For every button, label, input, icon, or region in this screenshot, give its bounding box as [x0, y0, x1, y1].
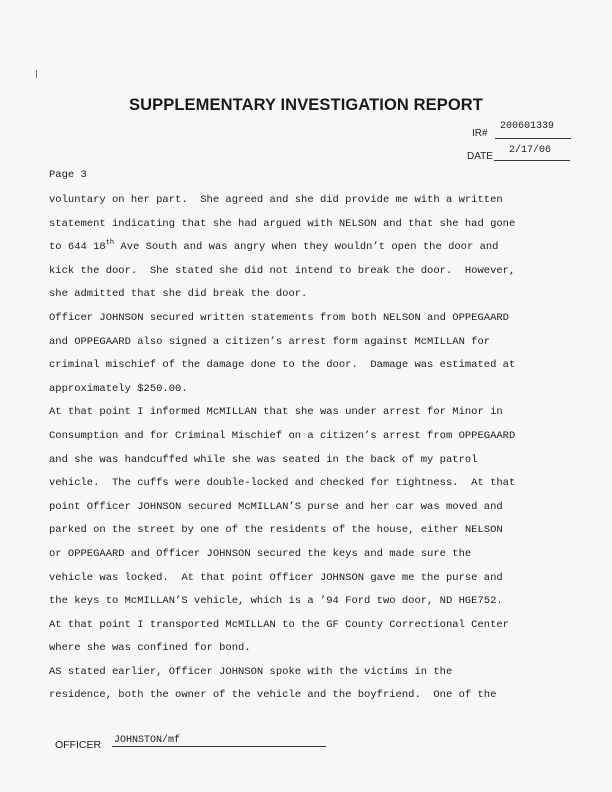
body-line: statement indicating that she had argued with NELSON and that she had gone — [49, 217, 516, 230]
ir-number: 200601339 — [500, 121, 555, 132]
body-line: Officer JOHNSON secured written statements from both NELSON and OPPEGAARD — [49, 311, 509, 324]
ordinal-suffix: th — [105, 239, 115, 248]
body-line: or OPPEGAARD and Officer JOHNSON secured the keys and made sure the — [49, 547, 472, 560]
date-label: DATE — [467, 151, 493, 162]
date-underline — [494, 160, 570, 161]
officer-label: OFFICER — [55, 739, 102, 751]
body-line: At that point I transported McMILLAN to the GF County Correctional Center — [49, 618, 509, 631]
body-line: and she was handcuffed while she was seated in the back of my patrol — [49, 453, 478, 466]
page-number: Page 3 — [49, 169, 87, 181]
ir-label: IR# — [472, 128, 488, 139]
body-line: the keys to McMILLAN’S vehicle, which is a ’94 Ford two door, ND HGE752. — [49, 595, 503, 608]
body-line: parked on the street by one of the residents of the house, either NELSON — [49, 524, 503, 537]
date-value: 2/17/06 — [509, 145, 552, 156]
body-line: she admitted that she did break the door. — [49, 288, 308, 301]
body-line-address — [49, 236, 569, 260]
margin-mark — [36, 70, 37, 78]
address-text: to 644 18 — [49, 241, 106, 254]
body-line: vehicle was locked. At that point Officer JOHNSON gave me the purse and — [49, 571, 503, 584]
body-line: criminal mischief of the damage done to the door. Damage was estimated at — [49, 359, 516, 372]
body-line: At that point I informed McMILLAN that she was under arrest for Minor in — [49, 406, 503, 419]
report-body — [49, 189, 569, 708]
body-line: residence, both the owner of the vehicle and the boyfriend. One of the — [49, 689, 497, 702]
body-line: approximately $250.00. — [49, 382, 188, 395]
officer-name: JOHNSTON/mf — [114, 735, 181, 746]
body-line: and OPPEGAARD also signed a citizen’s arrest form against McMILLAN for — [49, 335, 491, 348]
report-title: SUPPLEMENTARY INVESTIGATION REPORT — [129, 96, 483, 114]
body-line: Consumption and for Criminal Mischief on a citizen’s arrest from OPPEGAARD — [49, 429, 516, 442]
body-line: where she was confined for bond. — [49, 642, 251, 655]
body-line: point Officer JOHNSON secured McMILLAN’S purse and her car was moved and — [49, 500, 503, 513]
body-line: voluntary on her part. She agreed and she did provide me with a written — [49, 194, 503, 206]
body-line: vehicle. The cuffs were double-locked and checked for tightness. At that — [49, 477, 516, 490]
ir-underline — [495, 138, 571, 139]
body-line: AS stated earlier, Officer JOHNSON spoke with the victims in the — [49, 665, 453, 678]
officer-underline — [112, 746, 326, 747]
body-line: kick the door. She stated she did not intend to break the door. However, — [49, 264, 516, 277]
address-text-rest: Ave South and was angry when they wouldn’t open the door and — [114, 241, 499, 254]
